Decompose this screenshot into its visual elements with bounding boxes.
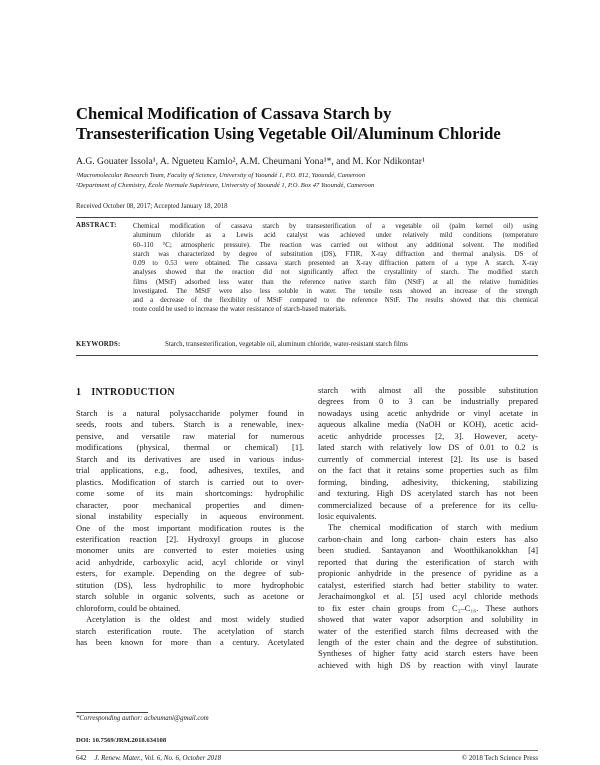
text-line: showed that water vapor adsorption and solubility in: [318, 614, 538, 625]
text-line: degrees from 0 to 3 can be industrially prepared: [318, 396, 538, 407]
text-line: length of the ester chain and the degree of substitution.: [318, 636, 538, 647]
text-line: esterification reaction [2]. Hydroxyl groups in glucose: [76, 533, 304, 544]
text-line: aqueous alkaline media (NaOH or KOH), acetic acid-: [318, 419, 538, 430]
text-line: commercialized because of a preference for its cellu-: [318, 499, 538, 510]
text-line: carbon-chain and long carbon- chain esters has also: [318, 533, 538, 544]
text-line: come some of its main shortcomings: hydrophilic: [76, 488, 304, 499]
abstract-line: starch was characterized by degree of substitution (DS), FTIR, X-ray diffraction and thermal analysis. DS of: [133, 250, 538, 258]
text-line: losic equivalents.: [318, 510, 377, 521]
text-line: currently of commercial interest [2]. Its use is based: [318, 453, 538, 464]
abstract-line: and a decrease of the flexibility of MStF compared to the reference NStF. The results showed that this chemical: [133, 297, 538, 304]
journal-citation: J. Renew. Mater., Vol. 6, No. 6, October 2018: [94, 754, 222, 762]
text-line: chloroform, could be obtained.: [76, 602, 181, 613]
abstract-line: Chemical modification of cassava starch by transesterification of a vegetable oil (palm kernel oil) using: [133, 223, 538, 230]
footer-rule: [76, 750, 538, 751]
article-title: [76, 104, 546, 144]
abstract-body: [133, 222, 538, 315]
text-line: lated starch with relatively low DS of 0.01 to 0.2 is: [318, 442, 538, 453]
text-line: character, poor mechanical properties and dimen-: [76, 499, 304, 510]
received-dates: Received October 08, 2017; Accepted January 18, 2018: [76, 203, 228, 210]
text-line: esters, for example. Depending on the degree of sub-: [76, 568, 304, 579]
text-line: forming, binding, adhesivity, thickening, stabilizing: [318, 476, 538, 487]
text-line: Syntheses of higher fatty acid starch esters have been: [318, 648, 538, 659]
text-line: acid anhydride, carboxylic acid, acyl chloride or vinyl: [76, 556, 304, 567]
text-line: modifications (physical, thermal or chemical) [1].: [76, 442, 304, 453]
text-line: Acetylation is the oldest and most widely studied: [86, 614, 304, 625]
text-line: One of the most important modification routes is the: [76, 522, 304, 533]
text-line: plastics. Modification of starch is carried out to over-: [76, 476, 304, 487]
text-line: reported that during the esterification of starch with: [318, 556, 538, 567]
text-line: water of the esterified starch films decreased with the: [318, 625, 538, 636]
text-line: Starch is a natural polysaccharide polymer found in: [76, 408, 304, 418]
section-heading: [76, 387, 175, 398]
abstract-line: investigated. The MStF were also less soluble in water. The tensile tests showed an increase of the strength: [133, 287, 538, 295]
abstract-line: 0.09 to 0.53 were obtained. The cassava starch presented an X-ray diffraction pattern of a type A starch. X-ray: [133, 260, 538, 267]
keywords-text: Starch, transesterification, vegetable oil, aluminum chloride, water-resistant starch films: [165, 341, 408, 348]
footnote-rule: [76, 712, 148, 713]
text-line: sional instability especially in aqueous environment.: [76, 511, 304, 522]
text-line: acetic anhydride processes [2, 3]. However, acety-: [318, 430, 538, 441]
text-line: nowadays using acetic anhydride or vinyl acetate in: [318, 407, 538, 418]
abstract-line: analyses showed that the reaction did not significantly affect the crystallinity of starch. The modified starch: [133, 269, 538, 277]
abstract-bottom-rule: [76, 355, 538, 356]
text-line: seeds, roots and tubers. Starch is a renewable, inex-: [76, 419, 304, 430]
abstract-line: aluminum chloride as a Lewis acid catalyst was achieved under relatively mild conditions (temperature: [133, 232, 538, 240]
footer-left: [76, 754, 221, 762]
affiliation-1: ¹Macromolecular Research Team, Faculty of Science, University of Yaoundé 1, P.O. 812, Yaoundé, Cameroon: [76, 172, 366, 179]
left-column: [76, 408, 304, 649]
text-line: Starch and its derivatives are used in various indus-: [76, 453, 304, 464]
page-number: 642: [76, 754, 87, 762]
affiliation-2: ²Department of Chemistry, École Normale Supérieure, University of Yaoundé 1, P.O. Box 47 Yaoundé, Cameroon: [76, 182, 375, 189]
text-line: propionic anhydride in the presence of pyridine as a: [318, 568, 538, 579]
text-line: starch with almost all the possible substitution: [318, 385, 538, 395]
text-line: catalyst, esterified starch had better stability to water.: [318, 579, 538, 590]
author-list: A.G. Gouater Issola¹, A. Ngueteu Kamlo², A.M. Cheumani Yona¹*, and M. Kor Ndikontar¹: [76, 156, 425, 167]
corresponding-author-footnote: *Corresponding author: acheumani@gmail.com: [76, 715, 209, 722]
text-line: starch soluble in organic solvents, such as acetone or: [76, 591, 304, 602]
abstract-label: ABSTRACT:: [76, 222, 117, 229]
abstract-top-rule: [76, 217, 538, 218]
section-number: 1: [76, 387, 82, 398]
text-line: Jerachaimongkol et al. [5] used acyl chloride methods: [318, 591, 538, 602]
abstract-line: route could be used to increase the water resistance of starch-based materials.: [133, 306, 347, 314]
text-line: The chemical modification of starch with medium: [328, 522, 538, 533]
text-line: been studied. Santayanon and Wootthikanokkhan [4]: [318, 545, 538, 556]
text-line: on the fact that it retains some properties such as film: [318, 465, 538, 476]
text-line: achieved with high DS by reaction with vinyl laurate: [318, 659, 538, 670]
text-line: starch esterification route. The acetylation of starch: [76, 625, 304, 636]
text-line: and texturing. High DS acetylated starch has not been: [318, 488, 538, 499]
text-line: to fix ester chain groups from C₂–C₁₆. These authors: [318, 602, 538, 613]
text-line: monomer units are converted to ester moieties using: [76, 545, 304, 556]
title-line-2: Transesterification Using Vegetable Oil/Aluminum Chloride: [76, 124, 501, 143]
keywords-label: KEYWORDS:: [76, 341, 121, 348]
right-column: [318, 385, 538, 671]
text-line: pensive, and versatile raw material for numerous: [76, 430, 304, 441]
text-line: stitution (DS), less hydrophilic to more hydrophobic: [76, 579, 304, 590]
abstract-line: 60–110 °C; atmospheric pressure). The reaction was carried out without any additional solvent. The modified: [133, 241, 538, 249]
text-line: has been known for more than a century. Acetylated: [76, 637, 304, 648]
text-line: trial applications, e.g., food, adhesives, textiles, and: [76, 465, 304, 476]
doi: DOI: 10.7569/JRM.2018.634108: [76, 737, 167, 744]
title-line-1: Chemical Modification of Cassava Starch by: [76, 104, 392, 123]
copyright: © 2018 Tech Science Press: [461, 754, 538, 762]
section-title: INTRODUCTION: [91, 387, 175, 398]
abstract-line: films (MStF) adsorbed less water than the reference native starch film (NStF) at all the relative humidities: [133, 278, 538, 286]
